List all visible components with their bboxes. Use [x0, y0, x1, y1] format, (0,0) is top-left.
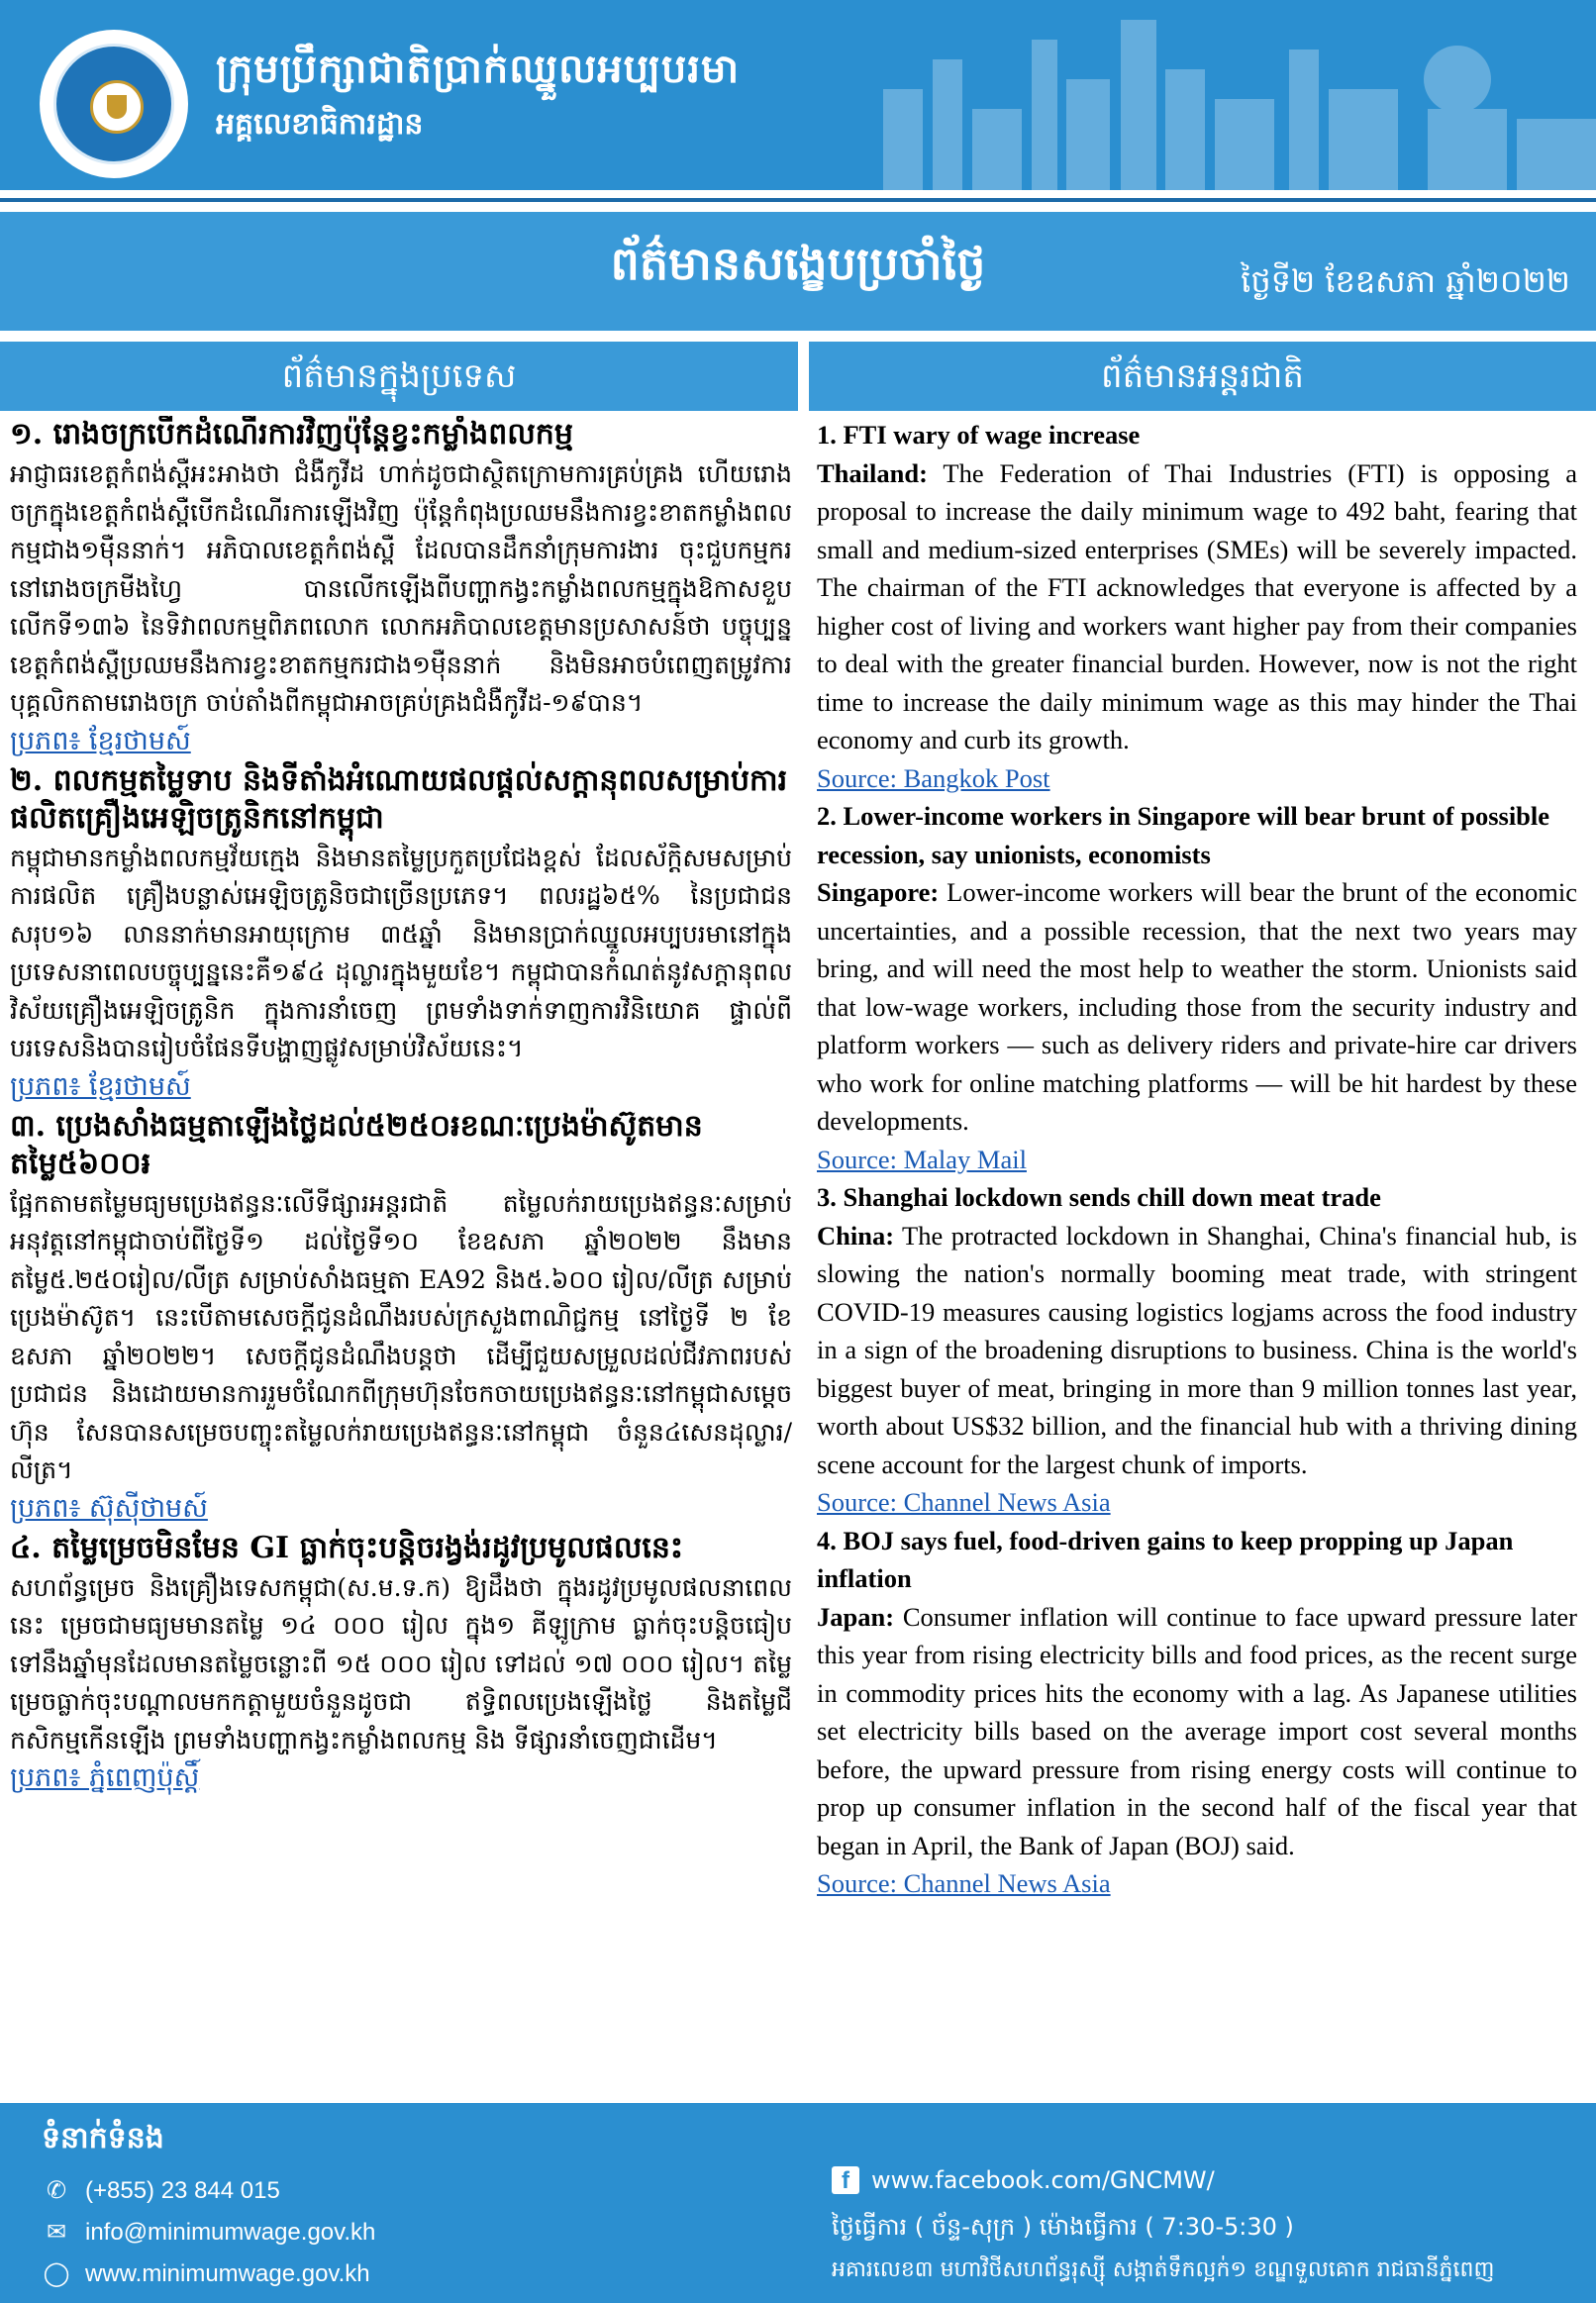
article-source-link[interactable]: ប្រភព៖ ស៊ុស៊ីថាមស៍ [10, 1492, 208, 1524]
article-title: 1. FTI wary of wage increase [817, 420, 1141, 450]
article-country: Singapore: [817, 877, 940, 907]
article-body [817, 454, 1577, 759]
phone-icon: ✆ [46, 2177, 67, 2204]
article-text: The Federation of Thai Industries (FTI) is opposing a proposal to increase the daily minimum wage to 492 baht, fearing that small and medium-sized enterprises (SMEs) will be severely impacted. The chairman of the FTI acknowledges that everyone is affected by a higher cost of living and workers want higher pay from their companies to deal with the greater financial burden. However, now is not the right time to increase the daily minimum wage as this may hinder the Thai economy and curb its growth. [817, 457, 1577, 754]
contact-email[interactable] [42, 2218, 375, 2248]
article-title: 3. Shanghai lockdown sends chill down meat trade [817, 1182, 1381, 1212]
article-title: ១. រោងចក្របើកដំណើរការវិញប៉ុន្តែខ្វះកម្លាំងពលកម្ម [10, 417, 573, 451]
office-hours-text: ថ្ងៃធ្វើការ ( ច័ន្ទ-សុក្រ ) ម៉ោងធ្វើការ ( 7:30-5:30 ) [832, 2213, 1294, 2241]
page-footer [0, 2103, 1596, 2303]
article-source-link[interactable]: ប្រភព៖ ខ្មែរថាមស៍ [10, 725, 191, 756]
international-news-column [817, 416, 1577, 2099]
international-article [817, 416, 1577, 797]
domestic-article [10, 416, 792, 760]
office-hours [832, 2212, 1294, 2247]
facebook-icon: f [832, 2166, 859, 2194]
header-divider-accent [0, 198, 1596, 202]
article-source-link[interactable]: ប្រភព៖ ភ្នំពេញប៉ុស្តិ៍ [10, 1762, 200, 1793]
article-title: 4. BOJ says fuel, food-driven gains to keep propping up Japan inflation [817, 1525, 1514, 1593]
contact-phone[interactable] [42, 2176, 280, 2206]
article-body: កម្ពុជាមានកម្លាំងពលកម្មវ័យក្មេង និងមានតម្លៃប្រកួតប្រជែងខ្ពស់ ដែលស័ក្តិសមសម្រាប់ការផលិត គ្រឿងបន្លាស់អេឡិចត្រូនិចជាច្រើនប្រភេទ។ ពលរដ្ឋ៦៥% នៃប្រជាជនសរុប១៦ លាននាក់មានអាយុក្រោម ៣៥ឆ្នាំ និងមានប្រាក់ឈ្នួលអប្បបរមានៅក្នុងប្រទេសនាពេលបច្ចុប្បន្ននេះគឺ១៩៤ ដុល្លារក្នុងមួយខែ។ កម្ពុជាបានកំណត់នូវសក្តានុពលវិស័យគ្រឿងអេឡិចត្រូនិក ក្នុងការនាំចេញ ព្រមទាំងទាក់ទាញការវិនិយោគ ផ្ទាល់ពីបរទេសនិងបានរៀបចំផែនទីបង្ហាញផ្លូវសម្រាប់វិស័យនេះ។ [10, 843, 792, 1062]
domestic-article [10, 1530, 792, 1798]
website-url: www.minimumwage.gov.kh [85, 2260, 370, 2287]
facebook-url: www.facebook.com/GNCMW/ [871, 2166, 1215, 2194]
article-body [817, 1598, 1577, 1865]
globe-icon: ◯ [43, 2260, 70, 2287]
domestic-news-heading: ព័ត៌មានក្នុងប្រទេស [0, 342, 798, 411]
article-source-link[interactable]: Source: Malay Mail [817, 1144, 1027, 1174]
article-body [817, 1217, 1577, 1484]
domestic-article [10, 1108, 792, 1528]
article-title: 2. Lower-income workers in Singapore will bear brunt of possible recession, say unionists, economists [817, 801, 1550, 869]
title-banner [0, 212, 1596, 331]
international-article [817, 1522, 1577, 1903]
article-title: ២. ពលកម្មតម្លៃទាប និងទីតាំងអំណោយផលផ្តល់សក្តានុពលសម្រាប់ការផលិតគ្រឿងអេឡិចត្រូនិកនៅកម្ពុជា [10, 762, 788, 836]
city-skyline-graphic [844, 0, 1596, 190]
email-icon: ✉ [46, 2219, 67, 2246]
organization-subtitle: អគ្គលេខាធិការដ្ឋាន [216, 107, 424, 142]
contact-facebook[interactable] [832, 2166, 1215, 2194]
office-address [832, 2255, 1494, 2287]
office-address-text: អគារលេខ៣ មហាវិថីសហព័ន្ធរុស្ស៊ី សង្កាត់ទឹកល្អក់១ ខណ្ឌទួលគោក រាជធានីភ្នំពេញ [832, 2257, 1495, 2282]
article-body: ផ្អែកតាមតម្លៃមធ្យមប្រេងឥន្ធនៈលើទីផ្សារអន្តរជាតិ តម្លៃលក់រាយប្រេងឥន្ធនៈសម្រាប់អនុវត្តនៅកម្ពុជាចាប់ពីថ្ងៃទី១ ដល់ថ្ងៃទី១០ ខែឧសភា ឆ្នាំ២០២២ នឹងមានតម្លៃ៥.២៥០រៀល/លីត្រ សម្រាប់សាំងធម្មតា EA92 និង៥.៦០០ រៀល/លីត្រ សម្រាប់ប្រេងម៉ាស៊ូត។ នេះបើតាមសេចក្តីជូនដំណឹងរបស់ក្រសួងពាណិជ្ជកម្ម នៅថ្ងៃទី ២ ខែឧសភា ឆ្នាំ២០២២។ សេចក្តីជូនដំណឹងបន្តថា ដើម្បីជួយសម្រួលដល់ជីវភាពរបស់ប្រជាជន និងដោយមានការរួមចំណែកពីក្រុមហ៊ុនចែកចាយប្រេងឥន្ធនៈនៅកម្ពុជាសម្តេចហ៊ុន សែនបានសម្រេចបញ្ចុះតម្លៃលក់រាយប្រេងឥន្ធនៈនៅកម្ពុជា ចំនួន៤សេនដុល្លារ/លីត្រ។ [10, 1188, 792, 1484]
article-body: អាជ្ញាធរខេត្តកំពង់ស្ពឺអះអាងថា ជំងឺកូវីដ ហាក់ដូចជាស្ថិតក្រោមការគ្រប់គ្រង ហើយរោងចក្រក្នុងខេត្តកំពង់ស្ពឺបើកដំណើរការឡើងវិញ ប៉ុន្តែកំពុងប្រឈមនឹងការខ្វះខាតកម្លាំងពលកម្មជាង១ម៉ឺននាក់។ អភិបាលខេត្តកំពង់ស្ពឺ ដែលបានដឹកនាំក្រុមការងារ ចុះជួបកម្មករនៅរោងចក្រមីងហ្វៃ បានលើកឡើងពីបញ្ហាកង្វះកម្លាំងពលកម្មក្នុងឱកាសខួបលើកទី១៣៦ នៃទិវាពលកម្មពិភពលោក លោកអភិបាលខេត្តមានប្រសាសន៍ថា បច្ចុប្បន្ន ខេត្តកំពង់ស្ពឺប្រឈមនឹងការខ្វះខាតកម្មករជាង១ម៉ឺននាក់ និងមិនអាចបំពេញតម្រូវការបុគ្គលិកតាមរោងចក្រ ចាប់តាំងពីកម្ពុជាអាចគ្រប់គ្រងជំងឺកូវីដ-១៩បាន។ [10, 459, 792, 717]
bulletin-date: ថ្ងៃទី២ ខែឧសភា ឆ្នាំ២០២២ [1241, 262, 1570, 300]
domestic-news-column [10, 416, 792, 2099]
article-source-link[interactable]: ប្រភព៖ ខ្មែរថាមស៍ [10, 1070, 191, 1102]
contact-title: ទំនាក់ទំនង [42, 2121, 164, 2155]
email-address: info@minimumwage.gov.kh [85, 2219, 376, 2246]
international-news-heading: ព័ត៌មានអន្តរជាតិ [809, 342, 1596, 411]
article-country: China: [817, 1220, 895, 1251]
article-title: ៤. តម្លៃម្រេចមិនមែន GI ធ្លាក់ចុះបន្តិចរង្វង់រដូវប្រមូលផលនេះ [10, 1530, 684, 1565]
article-text: Lower-income workers will bear the brunt of the economic uncertainties, and a possible recession, that the next two years may bring, and will need the most help to weather the storm. Unionists said that low-wage workers, including those from the security industry and platform workers — such as delivery riders and private-hire car drivers who work for online matching platforms — will be hit hardest by these developments. [817, 877, 1577, 1136]
article-source-link[interactable]: Source: Channel News Asia [817, 1487, 1111, 1517]
organization-title: ក្រុមប្រឹក្សាជាតិប្រាក់ឈ្នួលអប្បបរមា [216, 46, 741, 92]
header-divider [0, 190, 1596, 198]
article-body [817, 873, 1577, 1141]
article-text: The protracted lockdown in Shanghai, China's financial hub, is slowing the nation's normally booming meat trade, with stringent COVID-19 measures causing logistics logjams across the food industry in a sign of the broadening disruptions to business. China is the world's biggest buyer of meat, bringing in more than 9 million tonnes last year, worth about US$32 billion, and the financial hub with a thriving dining scene account for the largest chunk of imports. [817, 1220, 1577, 1479]
article-title: ៣. ប្រេងសាំងធម្មតាឡើងថ្លៃដល់៥២៥០៛ខណៈប្រេងម៉ាស៊ូតមានតម្លៃ៥៦០០៛ [10, 1108, 703, 1181]
international-article [817, 1178, 1577, 1522]
page-header [0, 0, 1596, 190]
domestic-article [10, 762, 792, 1106]
article-source-link[interactable]: Source: Bangkok Post [817, 762, 1050, 793]
phone-number: (+855) 23 844 015 [85, 2177, 280, 2204]
contact-website[interactable] [42, 2259, 370, 2289]
article-country: Japan: [817, 1601, 895, 1632]
international-article [817, 797, 1577, 1178]
article-body: សហព័ន្ធម្រេច និងគ្រឿងទេសកម្ពុជា(ស.ម.ទ.ក) ឱ្យដឹងថា ក្នុងរដូវប្រមូលផលនាពេលនេះ ម្រេចជាមធ្យមមានតម្លៃ ១៤ ០០០ រៀល ក្នុង១ គីឡូក្រាម ធ្លាក់ចុះបន្តិចធៀបទៅនឹងឆ្នាំមុនដែលមានតម្លៃចន្លោះពី ១៥ ០០០ រៀល ទៅដល់ ១៧ ០០០ រៀល។ តម្លៃម្រេចធ្លាក់ចុះបណ្តាលមកកត្តាមួយចំនួនដូចជា ឥទ្ធិពលប្រេងឡើងថ្លៃ និងតម្លៃជីកសិកម្មកើនឡើង ព្រមទាំងបញ្ហាកង្វះកម្លាំងពលកម្ម និង ទីផ្សារនាំចេញជាដើម។ [10, 1572, 792, 1754]
article-text: Consumer inflation will continue to face upward pressure later this year from rising electricity bills and food prices, as the recent surge in commodity prices hits the economy with a lag. As Japanese utilities set electricity bills based on the average import cost several months before, the upward pressure from rising energy costs will continue to prop up consumer inflation in the second half of the fiscal year that began in April, the Bank of Japan (BOJ) said. [817, 1601, 1577, 1860]
council-logo [40, 30, 188, 178]
article-country: Thailand: [817, 457, 928, 488]
bulletin-title: ព័ត៌មានសង្ខេបប្រចាំថ្ងៃ [610, 237, 986, 290]
article-source-link[interactable]: Source: Channel News Asia [817, 1868, 1111, 1898]
